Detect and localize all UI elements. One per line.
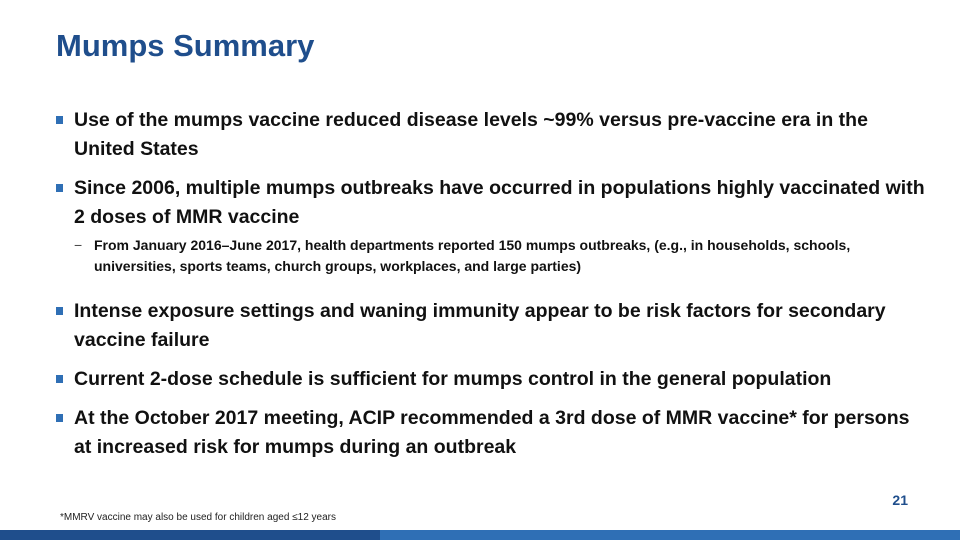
bullet-text: At the October 2017 meeting, ACIP recommended a 3rd dose of MMR vaccine* for persons at increased risk for mumps during an outbreak (74, 407, 910, 458)
bullet-square-icon (56, 307, 63, 315)
bullet-square-icon (56, 375, 63, 383)
bullet-square-icon (56, 414, 63, 422)
bullet-item (56, 297, 926, 355)
footnote: *MMRV vaccine may also be used for children aged ≤12 years (60, 512, 336, 523)
bullet-item (56, 404, 926, 462)
bullet-list (56, 106, 926, 462)
sub-bullet-item (74, 235, 914, 277)
dash-icon: − (74, 237, 83, 253)
slide-title: Mumps Summary (56, 28, 315, 63)
bullet-square-icon (56, 116, 63, 124)
bullet-square-icon (56, 184, 63, 192)
page-number: 21 (892, 492, 908, 508)
bottom-accent-bar-dark (0, 530, 380, 540)
bullet-text: Current 2-dose schedule is sufficient for mumps control in the general population (74, 368, 832, 390)
bullet-item (56, 365, 926, 394)
bullet-item (56, 174, 926, 232)
bullet-text: Use of the mumps vaccine reduced disease levels ~99% versus pre-vaccine era in the United States (74, 109, 868, 160)
bullet-text: Since 2006, multiple mumps outbreaks have occurred in populations highly vaccinated with 2 doses of MMR vaccine (74, 177, 925, 228)
sub-bullet-text: From January 2016–June 2017, health departments reported 150 mumps outbreaks, (e.g., in households, schools, universities, sports teams, church groups, workplaces, and large parties) (94, 237, 851, 274)
bullet-text: Intense exposure settings and waning immunity appear to be risk factors for secondary vaccine failure (74, 300, 886, 351)
bullet-item (56, 106, 926, 164)
